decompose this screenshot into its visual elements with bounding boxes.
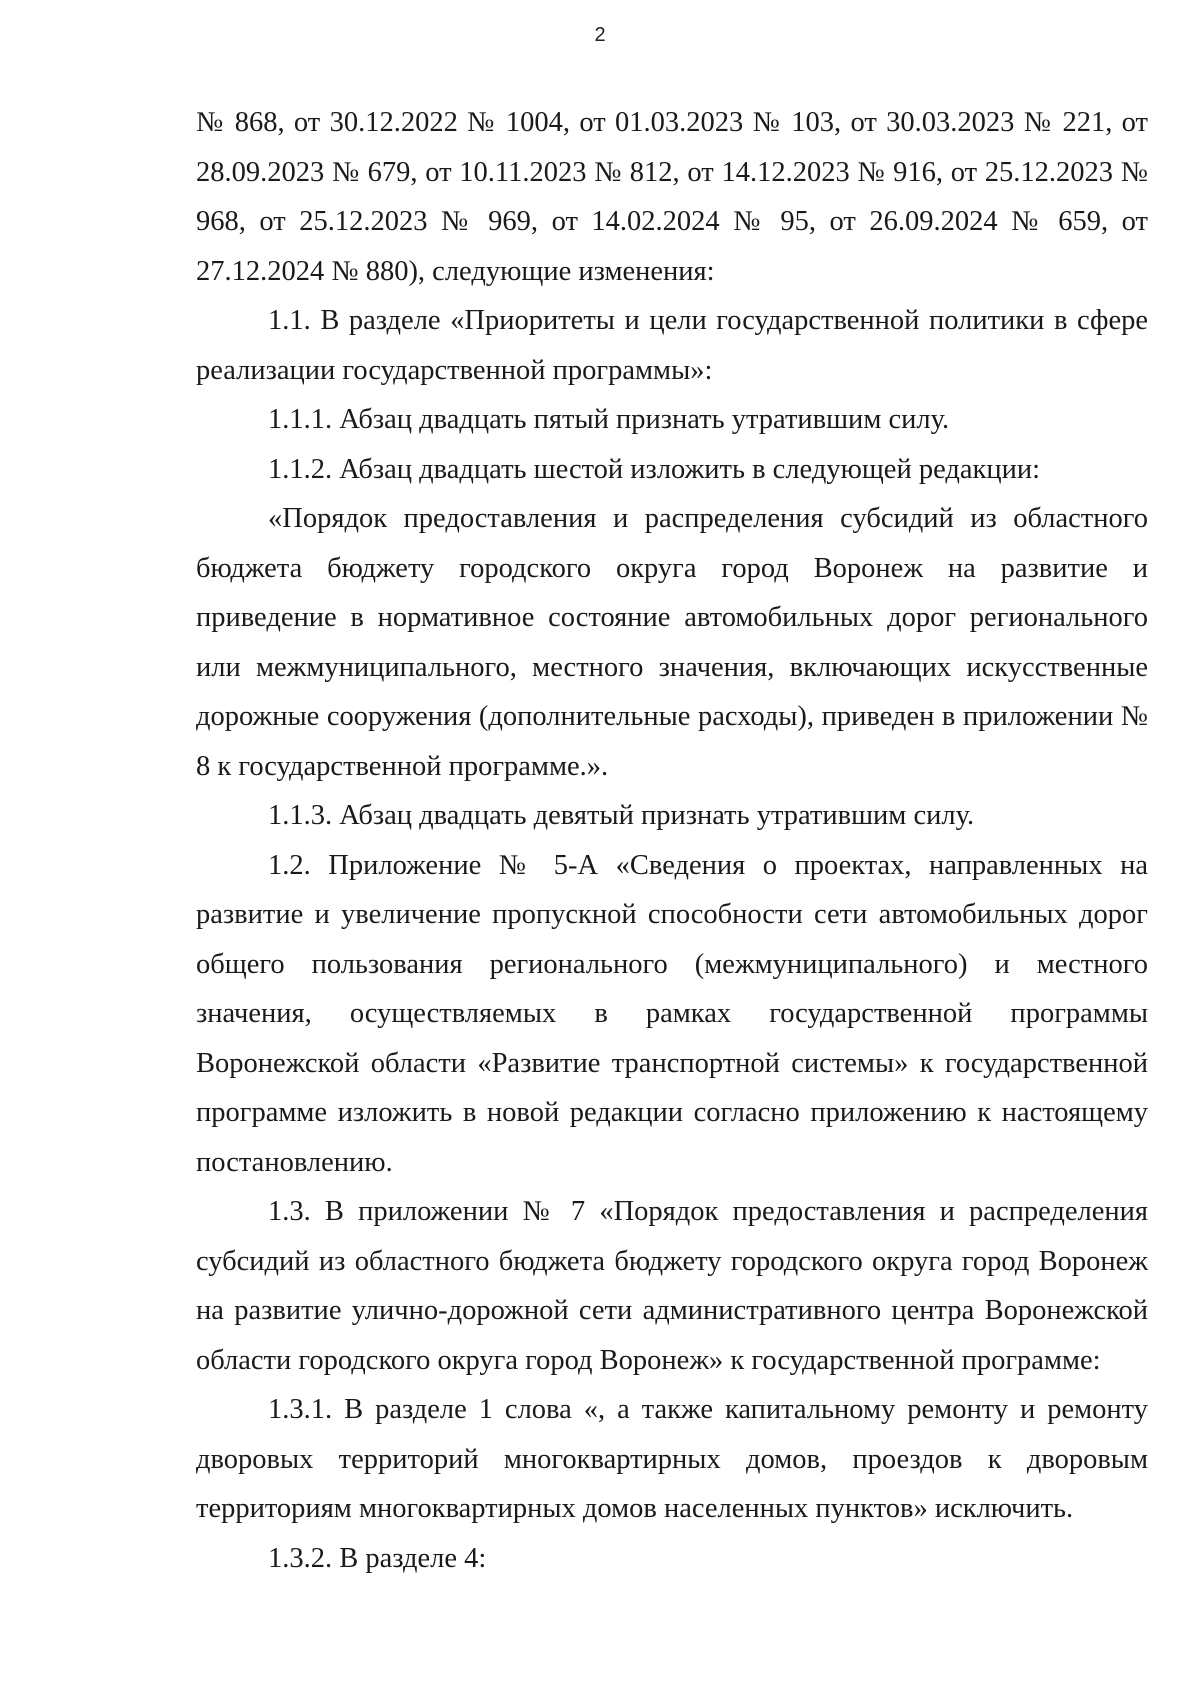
page-number: 2 (594, 24, 606, 46)
paragraph-1-1-1: 1.1.1. Абзац двадцать пятый признать утратившим силу. (268, 404, 950, 435)
paragraph-1-1: 1.1. В разделе «Приоритеты и цели государственной политики в сфере реализации государственной программы»: (196, 305, 1148, 386)
paragraph-quote: «Порядок предоставления и распределения субсидий из областного бюджета бюджету городского округа город Воронеж на развитие и приведение в нормативное состояние автомобильных дорог регионального или межмуниципального, местного значения, включающих искусственные дорожные сооружения (дополнительные расходы), приведен в приложении № 8 к государственной программе.». (196, 503, 1148, 782)
document-body (196, 98, 1148, 1583)
paragraph-1-1-2: 1.1.2. Абзац двадцать шестой изложить в следующей редакции: (268, 453, 1041, 485)
paragraph-1-1-3: 1.1.3. Абзац двадцать девятый признать утратившим силу. (268, 800, 975, 831)
paragraph-continuation: № 868, от 30.12.2022 № 1004, от 01.03.2023 № 103, от 30.03.2023 № 221, от 28.09.2023 № 679, от 10.11.2023 № 812, от 14.12.2023 № 916, от 25.12.2023 № 968, от 25.12.2023 № 969, от 14.02.2024 № 95, от 26.09.2024 № 659, от 27.12.2024 № 880), следующие изменения: (196, 107, 1148, 287)
paragraph-1-3-2: 1.3.2. В разделе 4: (268, 1542, 487, 1574)
paragraph-1-3-1: 1.3.1. В разделе 1 слова «, а также капитальному ремонту и ремонту дворовых территорий многоквартирных домов, проездов к дворовым территориям многоквартирных домов населенных пунктов» исключить. (196, 1394, 1148, 1524)
paragraph-1-2: 1.2. Приложение № 5-А «Сведения о проектах, направленных на развитие и увеличение пропускной способности сети автомобильных дорог общего пользования регионального (межмуниципального) и местного значения, осуществляемых в рамках государственной программы Воронежской области «Развитие транспортной системы» к государственной программе изложить в новой редакции согласно приложению к настоящему постановлению. (196, 849, 1148, 1178)
paragraph-1-3: 1.3. В приложении № 7 «Порядок предоставления и распределения субсидий из областного бюджета бюджету городского округа город Воронеж на развитие улично-дорожной сети административного центра Воронежской области городского округа город Воронеж» к государственной программе: (196, 1196, 1148, 1376)
